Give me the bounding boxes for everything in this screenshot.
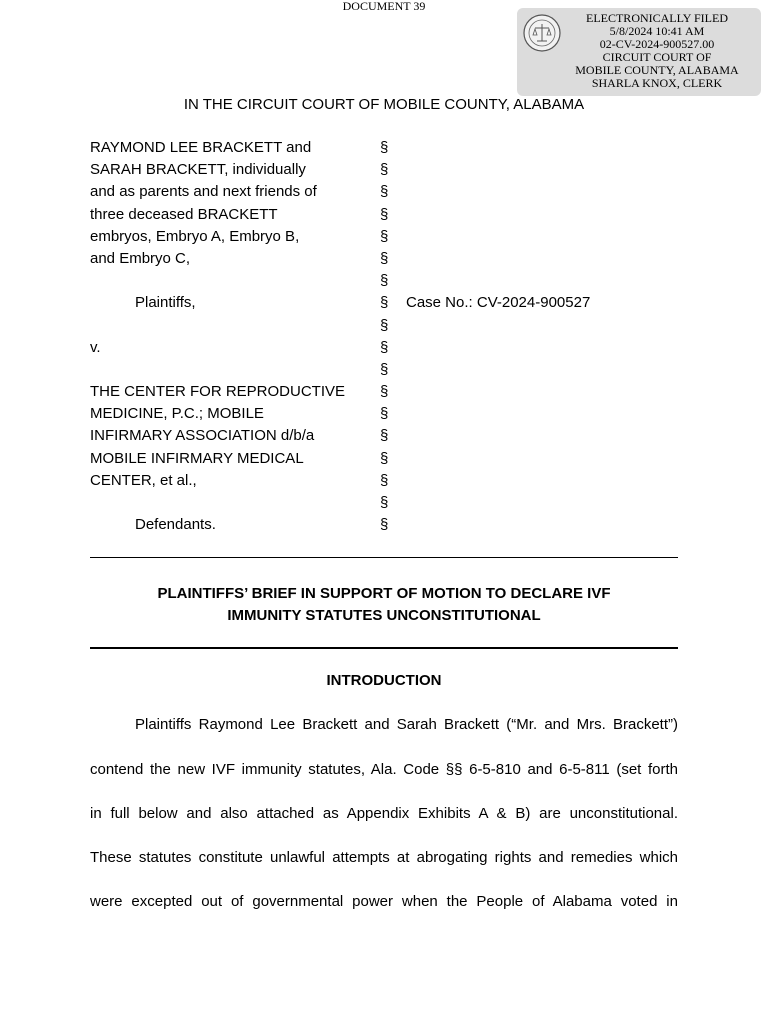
title-divider (90, 647, 678, 649)
plaintiff-line: and as parents and next friends of (90, 183, 317, 201)
document-number-label: DOCUMENT 39 (342, 0, 426, 13)
section-mark: § (380, 139, 389, 156)
stamp-case-number: 02-CV-2024-900527.00 (599, 37, 715, 51)
section-mark: § (380, 449, 389, 467)
defendant-line: INFIRMARY ASSOCIATION d/b/a (90, 427, 315, 445)
brief-title-line: IMMUNITY STATUTES UNCONSTITUTIONAL (227, 607, 541, 624)
brief-title-line: PLAINTIFFS’ BRIEF IN SUPPORT OF MOTION TO DECLARE IVF (157, 585, 611, 602)
defendant-line: CENTER, et al., (90, 471, 197, 489)
introduction-heading: INTRODUCTION (326, 672, 442, 689)
stamp-court: CIRCUIT COURT OF (602, 50, 712, 64)
case-number: Case No.: CV-2024-900527 (406, 294, 591, 312)
section-mark: § (380, 494, 389, 511)
court-heading: IN THE CIRCUIT COURT OF MOBILE COUNTY, ALABAMA (183, 96, 585, 113)
section-mark: § (380, 249, 389, 267)
defendant-line: THE CENTER FOR REPRODUCTIVE (90, 383, 346, 401)
section-mark: § (380, 205, 389, 223)
section-mark: § (380, 294, 389, 312)
body-text-line: Plaintiffs Raymond Lee Brackett and Sarah Brackett (“Mr. and Mrs. Brackett”) (135, 716, 678, 733)
section-mark: § (380, 471, 389, 489)
electronic-filing-stamp (517, 8, 761, 96)
plaintiff-line: three deceased BRACKETT (90, 205, 278, 223)
plaintiff-line: and Embryo C, (90, 249, 191, 267)
body-text-line: in full below and also attached as Appendix Exhibits A & B) are unconstitutional. (90, 805, 678, 822)
case-caption (90, 137, 690, 536)
defendant-line: MEDICINE, P.C.; MOBILE (90, 405, 264, 423)
versus-label: v. (90, 338, 101, 356)
section-mark: § (380, 161, 389, 179)
stamp-clerk: SHARLA KNOX, CLERK (591, 76, 723, 90)
caption-divider (90, 557, 678, 558)
plaintiff-line: SARAH BRACKETT, individually (90, 161, 306, 179)
section-mark: § (380, 227, 389, 245)
plaintiff-line: embryos, Embryo A, Embryo B, (90, 227, 300, 245)
plaintiffs-label: Plaintiffs, (135, 294, 196, 312)
stamp-filed-label: ELECTRONICALLY FILED (585, 11, 728, 25)
defendant-line: MOBILE INFIRMARY MEDICAL (90, 449, 304, 467)
body-text-line: contend the new IVF immunity statutes, Ala. Code §§ 6-5-810 and 6-5-811 (set forth (90, 761, 678, 778)
section-mark: § (380, 383, 389, 401)
stamp-county: MOBILE COUNTY, ALABAMA (575, 63, 739, 77)
section-mark: § (380, 272, 389, 290)
plaintiff-line: RAYMOND LEE BRACKETT and (90, 139, 312, 156)
brief-title (90, 583, 678, 627)
section-mark: § (380, 316, 389, 334)
section-mark: § (380, 427, 389, 445)
section-mark: § (380, 360, 389, 378)
section-mark: § (380, 338, 389, 356)
body-text-line: were excepted out of governmental power when the People of Alabama voted in (90, 893, 678, 910)
body-text-line: These statutes constitute unlawful attempts at abrogating rights and remedies which (90, 849, 678, 866)
stamp-datetime: 5/8/2024 10:41 AM (609, 24, 705, 38)
defendants-label: Defendants. (135, 516, 216, 534)
section-mark: § (380, 405, 389, 423)
section-mark: § (380, 183, 389, 201)
section-mark: § (380, 516, 389, 534)
